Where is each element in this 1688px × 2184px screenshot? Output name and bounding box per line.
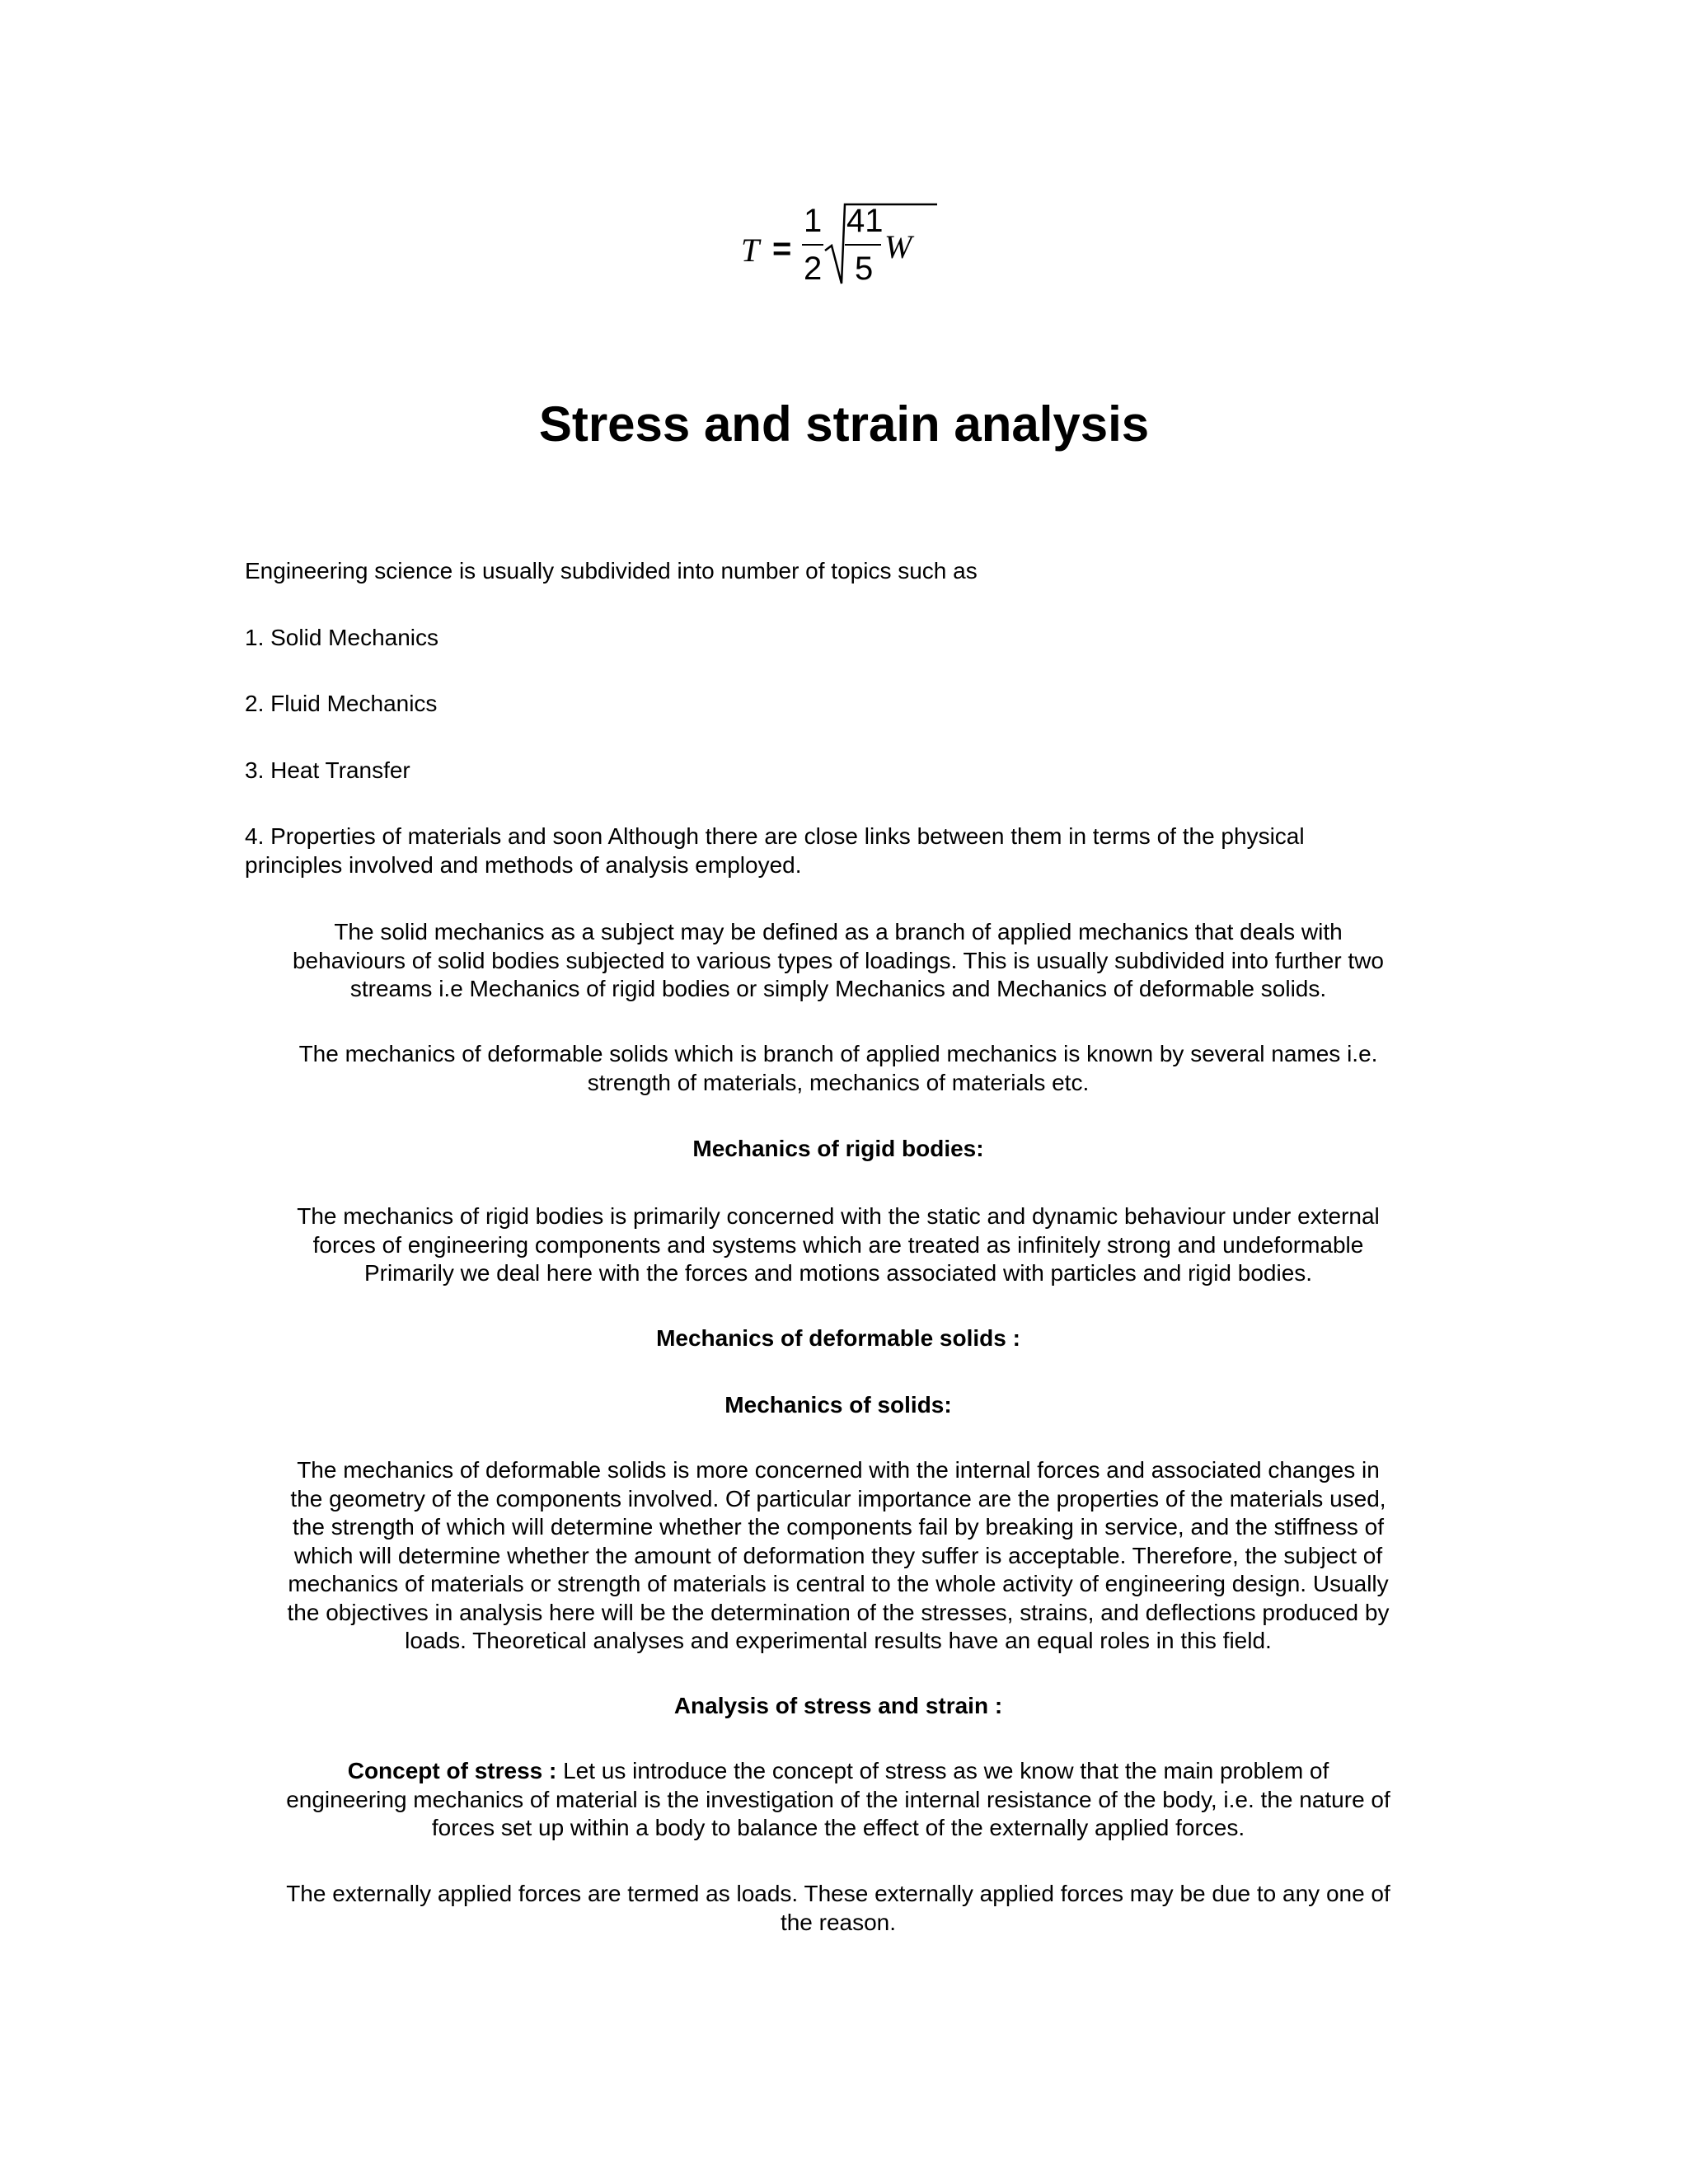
paragraph-loads <box>245 1880 1432 1937</box>
list-item-4 <box>245 823 1305 879</box>
paragraph-rigid-bodies <box>245 1202 1432 1288</box>
text-line: The mechanics of rigid bodies is primarily concerned with the static and dynamic behaviour under external <box>297 1203 1380 1229</box>
formula-frac1-denominator: 2 <box>804 251 823 287</box>
text-line: The mechanics of deformable solids which is branch of applied mechanics is known by several names i.e. <box>298 1041 1378 1066</box>
formula <box>738 198 935 297</box>
formula-frac2-numerator: 41 <box>846 203 884 239</box>
list-item-4-line: principles involved and methods of analysis employed. <box>245 851 802 878</box>
text-line: the geometry of the components involved. Of particular importance are the properties of the materials used, <box>290 1485 1386 1511</box>
formula-frac2-denominator: 5 <box>855 251 874 287</box>
text-line: engineering mechanics of material is the investigation of the internal resistance of the body, i.e. the nature of <box>286 1786 1390 1812</box>
text-line: The externally applied forces are termed as loads. These externally applied forces may be due to any one of <box>286 1881 1390 1906</box>
text-line: the reason. <box>780 1909 897 1935</box>
paragraph-concept-of-stress <box>245 1757 1432 1843</box>
text-line: forces set up within a body to balance the effect of the externally applied forces. <box>431 1815 1245 1840</box>
list-item: 3. Heat Transfer <box>245 757 410 783</box>
text-line: behaviours of solid bodies subjected to various types of loadings. This is usually subdivided into further two <box>292 947 1384 973</box>
paragraph-solid-mechanics <box>245 918 1432 1004</box>
heading-analysis: Analysis of stress and strain : <box>673 1693 1003 1718</box>
text-line: The solid mechanics as a subject may be defined as a branch of applied mechanics that deals with <box>334 919 1343 944</box>
heading-deformable-solids: Mechanics of deformable solids : <box>656 1325 1020 1351</box>
concept-line-rest: Let us introduce the concept of stress as we know that the main problem of <box>556 1758 1329 1783</box>
text-line: streams i.e Mechanics of rigid bodies or simply Mechanics and Mechanics of deformable solids. <box>349 976 1327 1001</box>
formula-equals: = <box>772 231 792 267</box>
concept-label: Concept of stress : <box>347 1758 557 1783</box>
text-line: Primarily we deal here with the forces and motions associated with particles and rigid bodies. <box>363 1260 1313 1286</box>
text-line: strength of materials, mechanics of materials etc. <box>587 1069 1090 1095</box>
intro-text: Engineering science is usually subdivided into number of topics such as <box>245 558 978 583</box>
text-line: The mechanics of deformable solids is more concerned with the internal forces and associated changes in <box>297 1457 1380 1483</box>
text-line: mechanics of materials or strength of materials is central to the whole activity of engineering design. Usually <box>288 1571 1389 1596</box>
list-item-4-line: 4. Properties of materials and soon Although there are close links between them in terms of the physical <box>245 823 1305 849</box>
formula-frac1-numerator: 1 <box>804 203 823 239</box>
paragraph-mechanics-of-solids <box>245 1456 1432 1656</box>
text-line: which will determine whether the amount of deformation they suffer is acceptable. Therefore, the subject of <box>293 1542 1383 1568</box>
text-line: forces of engineering components and systems which are treated as infinitely strong and undeformable <box>312 1231 1364 1258</box>
formula-variable: W <box>884 228 912 265</box>
text-line <box>245 1757 1432 1786</box>
heading-mechanics-of-solids: Mechanics of solids: <box>724 1392 952 1418</box>
page-title: Stress and strain analysis <box>538 396 1150 452</box>
list-item: 1. Solid Mechanics <box>245 625 439 650</box>
text-line: the strength of which will determine whether the components fail by breaking in service, and the stiffness of <box>293 1514 1384 1540</box>
heading-rigid-bodies: Mechanics of rigid bodies: <box>692 1136 984 1161</box>
paragraph-deformable-solids <box>245 1040 1432 1097</box>
list-item: 2. Fluid Mechanics <box>245 691 438 716</box>
formula-lhs: T <box>741 232 760 269</box>
formula-frac1-bar <box>802 244 823 246</box>
formula-frac2-bar <box>845 244 881 246</box>
text-line: the objectives in analysis here will be the determination of the stresses, strains, and deflections produced by <box>287 1599 1390 1625</box>
text-line: loads. Theoretical analyses and experimental results have an equal roles in this field. <box>405 1628 1272 1653</box>
